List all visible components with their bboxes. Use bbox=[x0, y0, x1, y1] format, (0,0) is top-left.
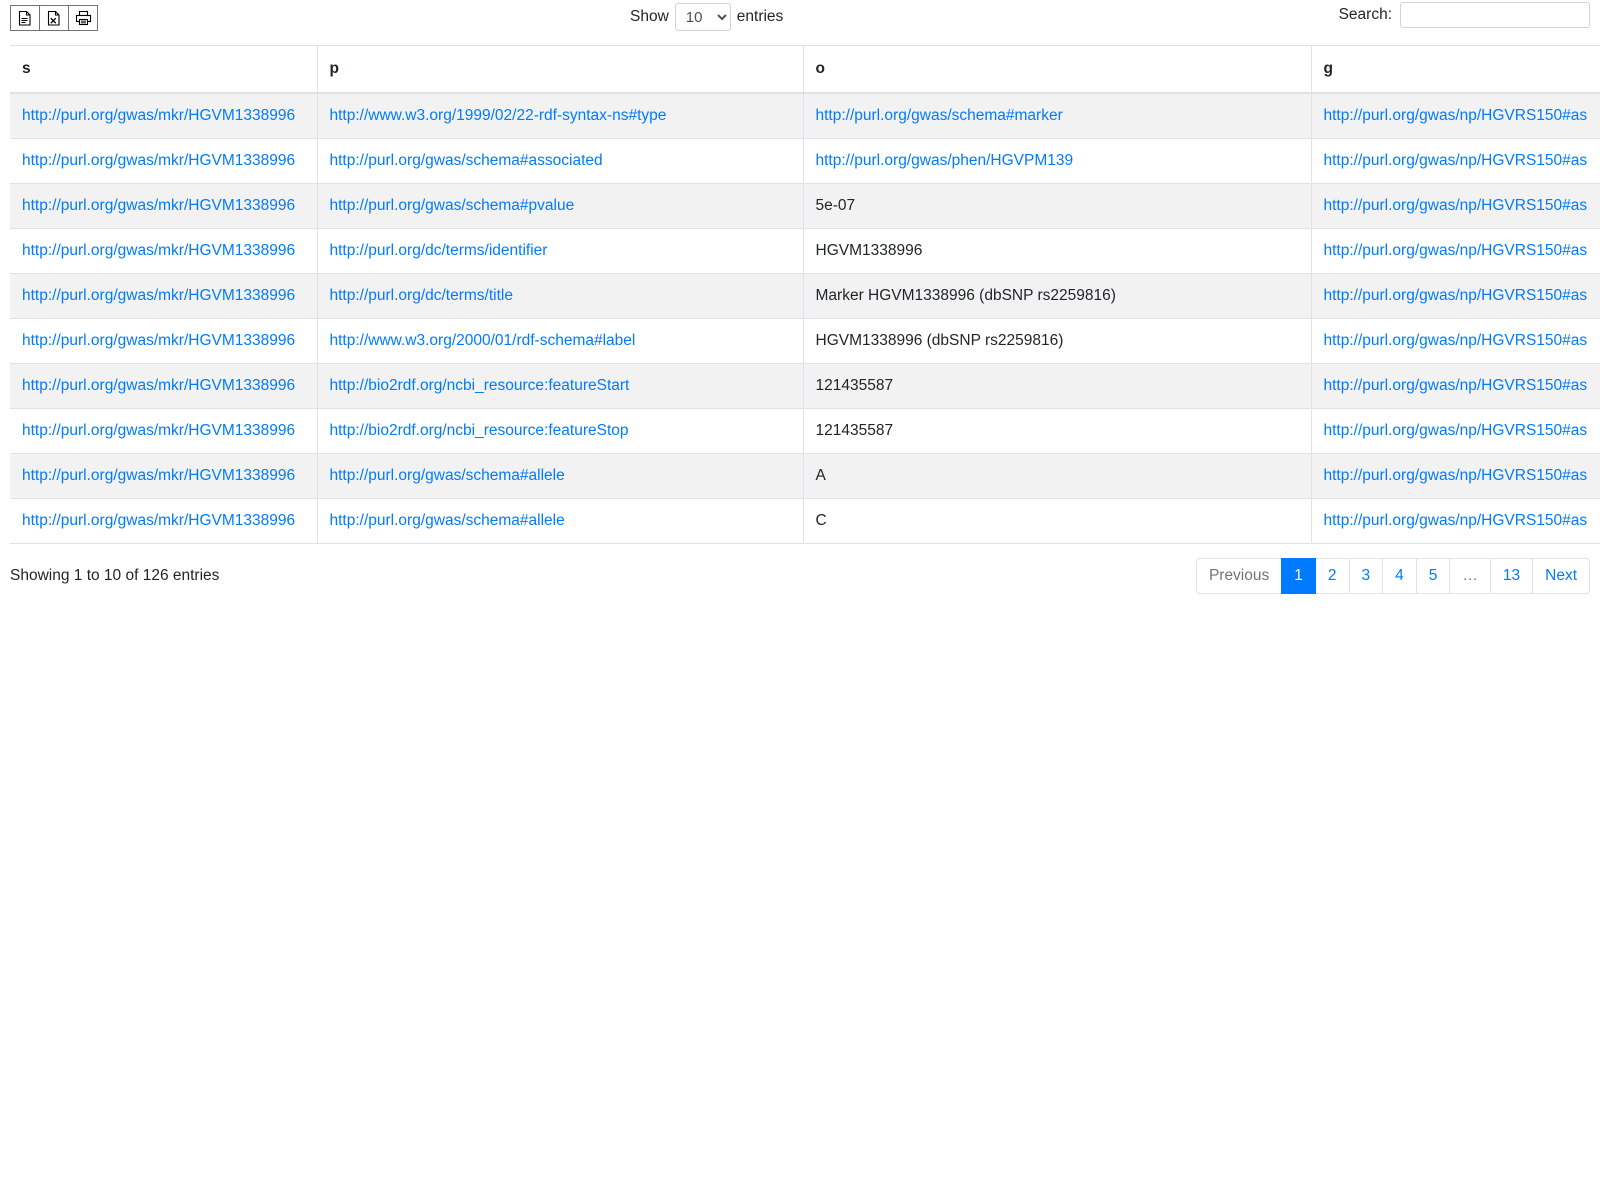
pagination-prev[interactable]: Previous bbox=[1196, 558, 1282, 594]
cell-object bbox=[803, 364, 1311, 409]
pagination-page-1[interactable]: 1 bbox=[1281, 558, 1316, 594]
cell-predicate bbox=[317, 364, 803, 409]
pagination bbox=[1197, 558, 1590, 594]
cell-predicate bbox=[317, 274, 803, 319]
cell-predicate bbox=[317, 139, 803, 184]
table-row bbox=[10, 229, 1600, 274]
cell-predicate-link[interactable]: http://www.w3.org/1999/02/22-rdf-syntax-ns#type bbox=[329, 107, 667, 124]
entries-length-control bbox=[630, 3, 783, 31]
pagination-ellipsis: … bbox=[1449, 558, 1491, 594]
column-header-o[interactable]: o bbox=[803, 46, 1311, 94]
pagination-page-2[interactable]: 2 bbox=[1315, 558, 1350, 594]
entries-label: entries bbox=[736, 8, 784, 25]
cell-subject-link[interactable]: http://purl.org/gwas/mkr/HGVM1338996 bbox=[22, 107, 296, 124]
cell-subject bbox=[10, 274, 317, 319]
cell-predicate-link[interactable]: http://bio2rdf.org/ncbi_resource:featureStop bbox=[329, 422, 629, 439]
cell-subject-link[interactable]: http://purl.org/gwas/mkr/HGVM1338996 bbox=[22, 512, 296, 529]
cell-object bbox=[803, 409, 1311, 454]
cell-subject-link[interactable]: http://purl.org/gwas/mkr/HGVM1338996 bbox=[22, 467, 296, 484]
cell-graph bbox=[1311, 93, 1600, 139]
cell-graph bbox=[1311, 499, 1600, 544]
cell-object bbox=[803, 499, 1311, 544]
copy-csv-icon bbox=[17, 10, 33, 27]
pagination-next[interactable]: Next bbox=[1532, 558, 1590, 594]
pagination-page-13[interactable]: 13 bbox=[1490, 558, 1533, 594]
cell-subject bbox=[10, 454, 317, 499]
cell-graph-link[interactable]: http://purl.org/gwas/np/HGVRS150#as bbox=[1323, 197, 1588, 214]
cell-subject bbox=[10, 139, 317, 184]
table-row bbox=[10, 93, 1600, 139]
cell-predicate bbox=[317, 499, 803, 544]
column-header-g[interactable]: g bbox=[1311, 46, 1600, 94]
cell-object-text: Marker HGVM1338996 (dbSNP rs2259816) bbox=[815, 287, 1116, 304]
cell-object-link[interactable]: http://purl.org/gwas/phen/HGVPM139 bbox=[815, 152, 1074, 169]
cell-subject-link[interactable]: http://purl.org/gwas/mkr/HGVM1338996 bbox=[22, 287, 296, 304]
table-row bbox=[10, 274, 1600, 319]
search-input[interactable] bbox=[1400, 2, 1590, 28]
table-header-row bbox=[10, 46, 1600, 94]
table-controls bbox=[10, 0, 1590, 34]
cell-subject bbox=[10, 364, 317, 409]
cell-object-text: 5e-07 bbox=[815, 197, 856, 214]
table-body bbox=[10, 93, 1600, 544]
cell-predicate-link[interactable]: http://purl.org/gwas/schema#allele bbox=[329, 512, 565, 529]
cell-predicate bbox=[317, 319, 803, 364]
cell-graph bbox=[1311, 184, 1600, 229]
cell-graph-link[interactable]: http://purl.org/gwas/np/HGVRS150#as bbox=[1323, 377, 1588, 394]
results-table bbox=[10, 45, 1600, 544]
export-excel-icon-button[interactable] bbox=[39, 5, 69, 31]
column-header-s[interactable]: s bbox=[10, 46, 317, 94]
cell-object-text: HGVM1338996 bbox=[815, 242, 923, 259]
cell-graph-link[interactable]: http://purl.org/gwas/np/HGVRS150#as bbox=[1323, 512, 1588, 529]
table-row bbox=[10, 139, 1600, 184]
cell-object-text: 121435587 bbox=[815, 422, 894, 439]
cell-graph bbox=[1311, 229, 1600, 274]
cell-predicate-link[interactable]: http://www.w3.org/2000/01/rdf-schema#label bbox=[329, 332, 636, 349]
datatable-container bbox=[10, 0, 1590, 594]
cell-object-text: 121435587 bbox=[815, 377, 894, 394]
table-footer bbox=[10, 558, 1590, 594]
cell-predicate-link[interactable]: http://purl.org/gwas/schema#allele bbox=[329, 467, 565, 484]
cell-graph-link[interactable]: http://purl.org/gwas/np/HGVRS150#as bbox=[1323, 242, 1588, 259]
cell-object bbox=[803, 274, 1311, 319]
cell-predicate-link[interactable]: http://purl.org/dc/terms/title bbox=[329, 287, 513, 304]
entries-per-page-select[interactable] bbox=[675, 3, 731, 31]
cell-predicate-link[interactable]: http://purl.org/dc/terms/identifier bbox=[329, 242, 548, 259]
cell-subject-link[interactable]: http://purl.org/gwas/mkr/HGVM1338996 bbox=[22, 422, 296, 439]
entries-length-label bbox=[630, 3, 783, 31]
cell-object bbox=[803, 139, 1311, 184]
cell-object bbox=[803, 319, 1311, 364]
table-row bbox=[10, 499, 1600, 544]
cell-object-text: A bbox=[815, 467, 826, 484]
cell-subject bbox=[10, 499, 317, 544]
cell-object bbox=[803, 93, 1311, 139]
print-icon bbox=[75, 10, 92, 26]
show-label: Show bbox=[630, 8, 669, 25]
cell-subject-link[interactable]: http://purl.org/gwas/mkr/HGVM1338996 bbox=[22, 197, 296, 214]
pagination-page-4[interactable]: 4 bbox=[1382, 558, 1417, 594]
cell-subject-link[interactable]: http://purl.org/gwas/mkr/HGVM1338996 bbox=[22, 332, 296, 349]
cell-predicate bbox=[317, 93, 803, 139]
cell-subject-link[interactable]: http://purl.org/gwas/mkr/HGVM1338996 bbox=[22, 377, 296, 394]
export-button-group bbox=[10, 5, 98, 31]
cell-graph bbox=[1311, 319, 1600, 364]
cell-graph-link[interactable]: http://purl.org/gwas/np/HGVRS150#as bbox=[1323, 107, 1588, 124]
cell-graph bbox=[1311, 454, 1600, 499]
cell-object bbox=[803, 454, 1311, 499]
cell-subject-link[interactable]: http://purl.org/gwas/mkr/HGVM1338996 bbox=[22, 152, 296, 169]
cell-object-link[interactable]: http://purl.org/gwas/schema#marker bbox=[815, 107, 1063, 124]
cell-subject bbox=[10, 319, 317, 364]
pagination-page-5[interactable]: 5 bbox=[1416, 558, 1451, 594]
cell-graph-link[interactable]: http://purl.org/gwas/np/HGVRS150#as bbox=[1323, 332, 1588, 349]
search-label: Search: bbox=[1338, 6, 1392, 23]
cell-subject bbox=[10, 93, 317, 139]
table-row bbox=[10, 364, 1600, 409]
cell-object bbox=[803, 229, 1311, 274]
table-row bbox=[10, 184, 1600, 229]
cell-object-text: C bbox=[815, 512, 827, 529]
table-row bbox=[10, 454, 1600, 499]
cell-graph bbox=[1311, 364, 1600, 409]
cell-object-text: HGVM1338996 (dbSNP rs2259816) bbox=[815, 332, 1064, 349]
cell-object bbox=[803, 184, 1311, 229]
cell-graph-link[interactable]: http://purl.org/gwas/np/HGVRS150#as bbox=[1323, 422, 1588, 439]
cell-predicate bbox=[317, 454, 803, 499]
export-excel-icon bbox=[46, 10, 62, 27]
table-head bbox=[10, 46, 1600, 94]
column-header-p[interactable]: p bbox=[317, 46, 803, 94]
cell-graph-link[interactable]: http://purl.org/gwas/np/HGVRS150#as bbox=[1323, 467, 1588, 484]
cell-graph-link[interactable]: http://purl.org/gwas/np/HGVRS150#as bbox=[1323, 287, 1588, 304]
cell-subject bbox=[10, 184, 317, 229]
cell-predicate-link[interactable]: http://purl.org/gwas/schema#pvalue bbox=[329, 197, 575, 214]
table-info: Showing 1 to 10 of 126 entries bbox=[10, 567, 220, 584]
cell-subject bbox=[10, 229, 317, 274]
cell-predicate-link[interactable]: http://purl.org/gwas/schema#associated bbox=[329, 152, 603, 169]
search-control bbox=[1339, 2, 1590, 28]
table-row bbox=[10, 319, 1600, 364]
cell-graph bbox=[1311, 409, 1600, 454]
copy-csv-icon-button[interactable] bbox=[10, 5, 40, 31]
cell-graph bbox=[1311, 274, 1600, 319]
cell-predicate bbox=[317, 409, 803, 454]
cell-predicate bbox=[317, 229, 803, 274]
cell-graph-link[interactable]: http://purl.org/gwas/np/HGVRS150#as bbox=[1323, 152, 1588, 169]
cell-graph bbox=[1311, 139, 1600, 184]
table-row bbox=[10, 409, 1600, 454]
cell-predicate bbox=[317, 184, 803, 229]
cell-predicate-link[interactable]: http://bio2rdf.org/ncbi_resource:featureStart bbox=[329, 377, 630, 394]
cell-subject bbox=[10, 409, 317, 454]
cell-subject-link[interactable]: http://purl.org/gwas/mkr/HGVM1338996 bbox=[22, 242, 296, 259]
pagination-page-3[interactable]: 3 bbox=[1349, 558, 1384, 594]
print-icon-button[interactable] bbox=[68, 5, 98, 31]
